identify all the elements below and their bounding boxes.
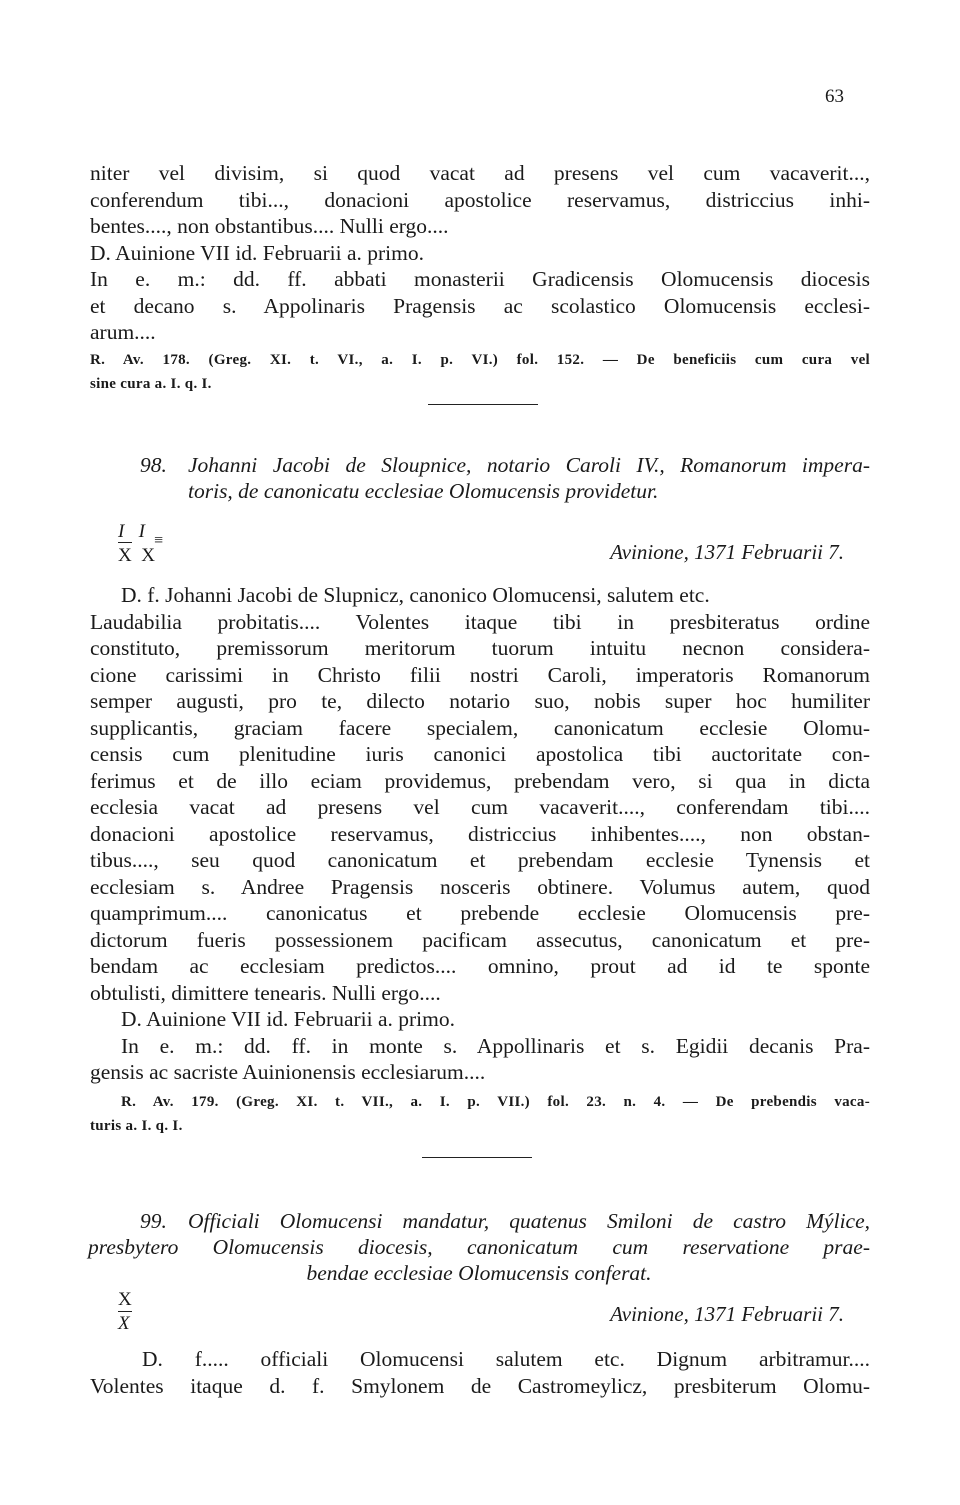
section-divider (422, 1157, 532, 1158)
heading-line: bendae ecclesiae Olomucensis conferat. (306, 1261, 652, 1285)
entry-99-body (90, 1346, 870, 1399)
sigla-rule (118, 1311, 132, 1312)
text-line: bendam ac ecclesiam predictos.... omnino, prout ad id te sponte (90, 954, 870, 978)
text-line: donacioni apostolice reservamus, districcius inhibentes...., non obstan- (90, 821, 870, 846)
reference-line: sine cura a. I. q. I. (90, 375, 212, 392)
heading-line: Johanni Jacobi de Sloupnice, notario Caroli IV., Romanorum impera- (188, 453, 870, 477)
text-line: D. Auinione VII id. Februarii a. primo. (121, 1007, 455, 1031)
heading-line: toris, de canonicatu ecclesiae Olomucensis providetur. (188, 479, 659, 503)
heading-line: presbytero Olomucensis diocesis, canonicatum cum reservatione prae- (88, 1235, 870, 1259)
text-line: constituto, premissorum meritorum tuorum intuitu necnon considera- (90, 636, 870, 660)
text-line: Volentes itaque d. f. Smylonem de Castromeylicz, presbiterum Olomu- (90, 1373, 870, 1398)
sigla-top: X (118, 1289, 132, 1310)
register-sigla (118, 521, 164, 566)
section-divider (428, 404, 538, 405)
text-line: D. f. Johanni Jacobi de Slupnicz, canonico Olomucensi, salutem etc. (121, 583, 710, 607)
text-line: et decano s. Appolinaris Pragensis ac scolastico Olomucensis ecclesi- (90, 293, 870, 318)
sigla-bottom: X (118, 1313, 130, 1334)
heading-line: Officiali Olomucensi mandatur, quatenus Smiloni de castro Mýlice, (188, 1209, 870, 1233)
text-line: cione carissimi in Christo filii nostri Caroli, imperatoris Romanorum (90, 662, 870, 687)
text-line: In e. m.: dd. ff. in monte s. Appollinaris et s. Egidii decanis Pra- (121, 1033, 870, 1058)
text-line: Laudabilia probitatis.... Volentes itaque tibi in presbiteratus ordine (90, 609, 870, 634)
entry-98-heading (140, 452, 870, 504)
reference-line: R. Av. 178. (Greg. XI. t. VI., a. I. p. VI.) fol. 152. — De beneficiis cum cura vel (90, 351, 870, 368)
reference-line: turis a. I. q. I. (90, 1117, 183, 1134)
place-date: Avinione, 1371 Februarii 7. (610, 1302, 844, 1326)
text-line: dictorum fueris possessionem pacificam assecutus, canonicatum et pre- (90, 927, 870, 952)
register-sigla (118, 1290, 132, 1334)
place-date: Avinione, 1371 Februarii 7. (610, 540, 844, 564)
text-line: arum.... (90, 320, 156, 344)
page-number: 63 (825, 86, 844, 107)
text-line: quamprimum.... canonicatus et prebende ecclesie Olomucensis pre- (90, 901, 870, 925)
text-line: ecclesiam s. Andree Pragensis nosceris obtinere. Volumus autem, quod (90, 874, 870, 899)
text-line: obtulisti, dimittere tenearis. Nulli ergo.... (90, 980, 441, 1005)
sigla-bottom: X X (118, 545, 155, 566)
text-line: In e. m.: dd. ff. abbati monasterii Gradicensis Olomucensis diocesis (90, 267, 870, 291)
reference-line: R. Av. 179. (Greg. XI. t. VII., a. I. p. VII.) fol. 23. n. 4. — De prebendis vaca- (121, 1093, 870, 1110)
text-line: supplicantis, graciam facere specialem, canonicatum ecclesie Olomu- (90, 715, 870, 740)
text-line: ecclesia vacat ad presens vel cum vacaverit...., conferendam tibi.... (90, 795, 870, 819)
entry-98-body (90, 582, 870, 1138)
text-line: D. f..... officiali Olomucensi salutem etc. Dignum arbitramur.... (142, 1347, 870, 1371)
entry-99-heading (88, 1208, 870, 1286)
text-line: niter vel divisim, si quod vacat ad presens vel cum vacaverit..., (90, 161, 870, 185)
sigla-rule (118, 542, 132, 543)
text-line: conferendum tibi..., donacioni apostolice reservamus, districcius inhi- (90, 187, 870, 212)
text-line: tibus...., seu quod canonicatum et prebendam ecclesie Tynensis et (90, 848, 870, 872)
sigla-mark: ≡ (154, 532, 164, 549)
text-line: ferimus et de illo eciam providemus, prebendam vero, si qua in dicta (90, 768, 870, 793)
text-line: bentes...., non obstantibus.... Nulli ergo.... (90, 214, 449, 238)
entry-number: 98. (140, 453, 167, 477)
top-text-block (90, 160, 870, 396)
sigla-top: I I (118, 521, 145, 542)
text-line: gensis ac sacriste Auinionensis ecclesiarum.... (90, 1060, 486, 1084)
text-line: D. Auinione VII id. Februarii a. primo. (90, 240, 424, 265)
text-line: censis cum plenitudine iuris canonici apostolica tibi auctoritate con- (90, 742, 870, 766)
entry-number: 99. (140, 1209, 167, 1233)
text-line: semper augusti, pro te, dilecto notario suo, nobis super hoc humiliter (90, 689, 870, 713)
